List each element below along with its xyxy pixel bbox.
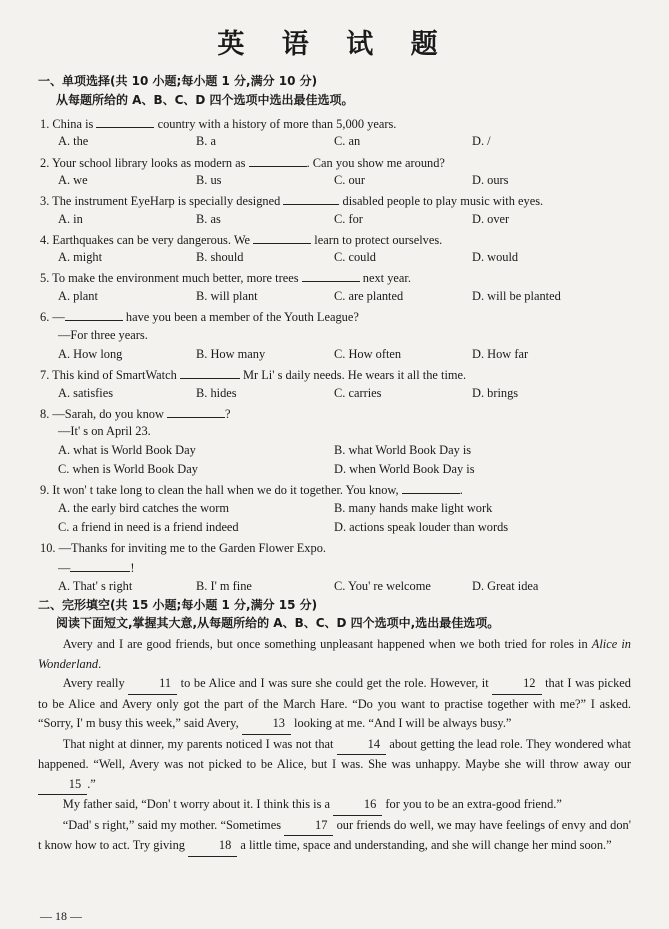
question-3: 3. The instrument EyeHarp is specially designed disabled people to play music with eyes. [40, 194, 544, 208]
question-4: 4. Earthquakes can be very dangerous. We learn to protect ourselves. [40, 233, 443, 247]
blank-14: 14 [337, 735, 386, 756]
section-2-heading: 二、完形填空(共 15 小题;每小题 1 分,满分 15 分) [38, 598, 318, 612]
section-1-heading: 一、单项选择(共 10 小题;每小题 1 分,满分 10 分) [38, 74, 318, 88]
option-d: D. will be planted [472, 289, 561, 303]
option-c: C. carries [334, 386, 382, 400]
page-number: — 18 — [40, 909, 82, 923]
answer-blank [249, 155, 307, 167]
option-c: C. could [334, 250, 376, 264]
option-a: A. the [58, 134, 89, 148]
paragraph-3: That night at dinner, my parents noticed I was not that 14 about getting the lead role. They wondered what happened. “Well, Avery was not picked to be Alice, but I was. She was unhappy. Maybe she will throw away our 15 .” [38, 735, 631, 796]
page-title: 英 语 试 题 [217, 29, 452, 60]
option-c: C. are planted [334, 289, 404, 303]
paragraph-1: Avery and I are good friends, but once something unpleasant happened when we both tried for roles in Alice in Wonderland. [38, 637, 631, 671]
option-d: D. actions speak louder than words [334, 520, 509, 534]
question-1: 1. China is country with a history of more than 5,000 years. [40, 117, 397, 131]
option-b: B. How many [196, 347, 266, 361]
section-1-instruction: 从每题所给的 A、B、C、D 四个选项中选出最佳选项。 [56, 93, 354, 107]
paragraph-5: “Dad' s right,” said my mother. “Sometimes 17 our friends do well, we may have feelings of envy and don' t know how to act. Try giving 18 a little time, space and understanding, and she will change her mind soon.” [38, 816, 631, 857]
cloze-passage [38, 635, 631, 857]
question-5: 5. To make the environment much better, more trees next year. [40, 271, 411, 285]
question-6: 6. — have you been a member of the Youth League? [40, 310, 359, 324]
answer-blank [65, 309, 123, 321]
option-c: C. for [334, 212, 363, 226]
option-d: D. over [472, 212, 510, 226]
option-a: A. the early bird catches the worm [58, 501, 229, 515]
option-b: B. I' m fine [196, 579, 252, 593]
answer-blank [96, 116, 154, 128]
option-b: B. many hands make light work [334, 501, 493, 515]
option-d: D. Great idea [472, 579, 539, 593]
option-a: A. satisfies [58, 386, 114, 400]
section-2-instruction: 阅读下面短文,掌握其大意,从每题所给的 A、B、C、D 四个选项中,选出最佳选项。 [56, 616, 500, 630]
option-b: B. hides [196, 386, 237, 400]
option-c: C. a friend in need is a friend indeed [58, 520, 239, 534]
option-b: B. what World Book Day is [334, 443, 472, 457]
option-b: B. will plant [196, 289, 258, 303]
option-c: C. You' re welcome [334, 579, 431, 593]
option-d: D. when World Book Day is [334, 462, 475, 476]
blank-15: 15 [38, 775, 87, 796]
paragraph-4: My father said, “Don' t worry about it. I think this is a 16 for you to be an extra-good friend.” [38, 795, 631, 816]
question-8: 8. —Sarah, do you know ? [40, 407, 231, 421]
option-c: C. How often [334, 347, 402, 361]
answer-blank [253, 232, 311, 244]
question-10: 10. —Thanks for inviting me to the Garden Flower Expo. [40, 541, 326, 555]
option-a: A. might [58, 250, 103, 264]
answer-blank [70, 560, 130, 572]
option-d: D. How far [472, 347, 529, 361]
answer-blank [180, 367, 240, 379]
question-7: 7. This kind of SmartWatch Mr Li' s daily needs. He wears it all the time. [40, 368, 467, 382]
option-b: B. a [196, 134, 216, 148]
option-b: B. should [196, 250, 244, 264]
option-c: C. when is World Book Day [58, 462, 198, 476]
option-d: D. brings [472, 386, 519, 400]
answer-blank [402, 482, 460, 494]
option-a: A. plant [58, 289, 98, 303]
question-9: 9. It won' t take long to clean the hall when we do it together. You know, . [40, 483, 463, 497]
question-8-reply: —It' s on April 23. [58, 424, 151, 438]
paragraph-2: Avery really 11 to be Alice and I was sure she could get the role. However, it 12 that I was picked to be Alice and Avery only got the part of the March Hare. “Do you want to practise together with me?” I asked. “Sorry, I' m busy this week,” said Avery, 13 looking at me. “And I will be always busy.” [38, 674, 631, 735]
question-10-reply: — ! [58, 561, 135, 575]
option-c: C. our [334, 173, 365, 187]
answer-blank [283, 193, 339, 205]
blank-11: 11 [128, 674, 177, 695]
option-a: A. How long [58, 347, 123, 361]
blank-13: 13 [242, 714, 291, 735]
blank-16: 16 [333, 795, 382, 816]
answer-blank [302, 270, 360, 282]
option-a: A. That' s right [58, 579, 133, 593]
option-b: B. us [196, 173, 222, 187]
question-2: 2. Your school library looks as modern as . Can you show me around? [40, 156, 445, 170]
option-a: A. what is World Book Day [58, 443, 196, 457]
question-6-reply: —For three years. [58, 328, 148, 342]
option-c: C. an [334, 134, 361, 148]
option-d: D. would [472, 250, 519, 264]
option-d: D. ours [472, 173, 509, 187]
option-b: B. as [196, 212, 221, 226]
blank-12: 12 [492, 674, 541, 695]
option-d: D. / [472, 134, 491, 148]
option-a: A. in [58, 212, 83, 226]
blank-17: 17 [284, 816, 333, 837]
answer-blank [167, 406, 225, 418]
blank-18: 18 [188, 836, 237, 857]
option-a: A. we [58, 173, 88, 187]
